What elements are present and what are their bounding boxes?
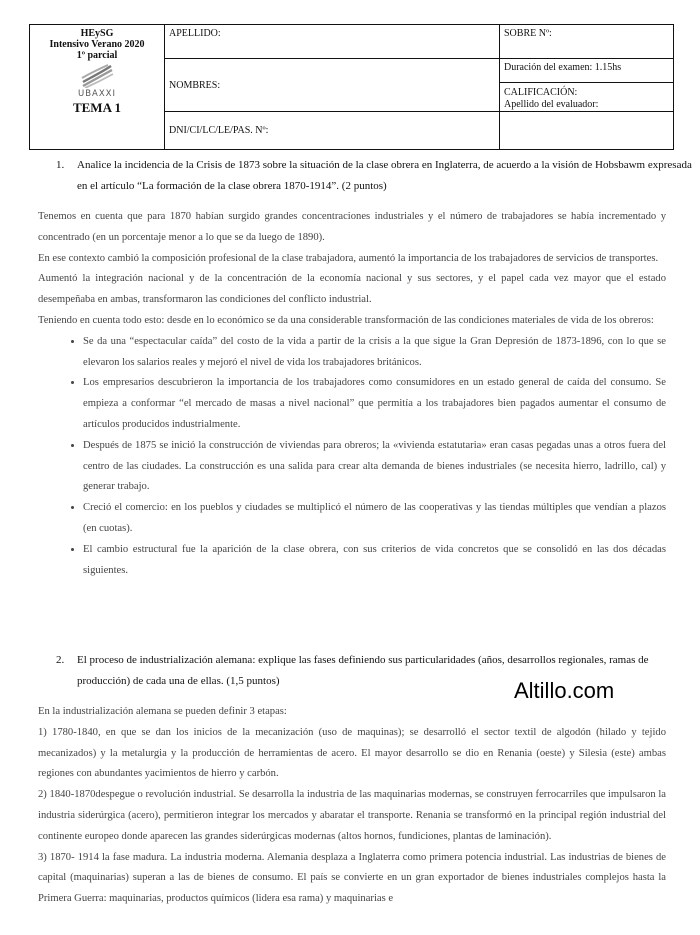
sobre-label: SOBRE Nº: <box>504 28 552 39</box>
nombres-label: NOMBRES: <box>169 79 221 91</box>
exam-header-table <box>29 24 674 150</box>
answer-1-bullet: • Después de 1875 se inició la construcción de viviendas para obreros; la «vivienda estatutaria» eran casas pegadas unas a otros fuera del centro de las ciudades. La construcción es una salida para crear alta demanda de bienes industriales (se necesita hierro, ladrillo, cal) y generar trabajo. <box>83 436 666 498</box>
apellido-cell[interactable] <box>165 25 500 59</box>
answer-1-paragraph: Teniendo en cuenta todo esto: desde en lo económico se da una considerable transformación de las condiciones materiales de vida de los obreros: <box>38 314 654 326</box>
evaluador-label: Apellido del evaluador: <box>504 99 599 110</box>
answer-1-bullet: • Se da una “espectacular caída” del costo de la vida a partir de la crisis a la que sigue la Gran Depresión de 1873-1896, con lo que se elevaron los salarios reales y mejoró el nivel de vida los trabajadores británicos. <box>83 332 666 374</box>
answer-1-bullet: • Los empresarios descubrieron la importancia de los trabajadores como consumidores en un estado general de caída del consumo. Se empieza a conformar “el mercado de masas a nivel nacional” que permitía a los trabajadores bien pagados aumentar el consumo de artículos producidos industrialmente. <box>83 373 666 435</box>
answer-2-paragraph: 3) 1870- 1914 la fase madura. La industria moderna. Alemania desplaza a Inglaterra como primera potencia industrial. Las industrias de bienes de capital (maquinarias) superan a las de bienes de consumo. El país se convierte en un gran exportador de bienes industriales complejos hasta la Primera Guerra: maquinarias, productos químicos (lidera esa rama) y maquinarias e <box>38 851 666 905</box>
question-2-text: El proceso de industrialización alemana: explique las fases definiendo sus particularidades (años, desarrollos regionales, ramas de producción) de cada una de ellas. (1,5 puntos) <box>77 654 649 687</box>
answer-2-paragraph: 1) 1780-1840, en que se dan los inicios de la mecanización (uso de maquinas); se desarrolló el sector textil de algodón (hilado y tejido mecanizados) y la metalurgia y la producción de herramientas de acero. El mayor desarrollo se dio en Renania (oeste) y Silesia (este) ambas regiones con abundantes yacimientos de hierro y carbón. <box>38 726 666 780</box>
answer-2-paragraph: En la industrialización alemana se pueden definir 3 etapas: <box>38 706 287 717</box>
ubaxxi-logo-icon <box>80 64 114 88</box>
dni-label: DNI/CI/LC/LE/PAS. Nº: <box>169 125 269 136</box>
dni-cell[interactable] <box>165 112 500 150</box>
school-line-1: HEySG <box>80 28 114 39</box>
school-line-3: 1º parcial <box>76 50 118 61</box>
answer-1-paragraph: En ese contexto cambió la composición profesional de la clase trabajadora, aumentó la importancia de los trabajadores de servicios de transportes. <box>38 252 659 264</box>
altillo-watermark: Altillo.com <box>514 678 615 703</box>
sobre-cell[interactable] <box>500 25 674 59</box>
duracion-calificacion-cell <box>500 59 674 112</box>
question-2-number: 2. <box>56 654 65 666</box>
answer-1-bullet: • Creció el comercio: en los pueblos y ciudades se multiplicó el número de las cooperativas y las tiendas múltiples que vendían a plazos (en cuotas). <box>83 498 666 540</box>
answer-1 <box>38 207 666 581</box>
answer-1-paragraph: Tenemos en cuenta que para 1870 habían surgido grandes concentraciones industriales y el número de trabajadores se había incrementado y concentrado (en un porcentaje menor a lo que se da luego de 1890). <box>38 211 666 243</box>
duracion-label: Duración del examen: 1.15hs <box>504 62 622 73</box>
answer-1-paragraph: Aumentó la integración nacional y de la concentración de la economía nacional y sus sectores, y el papel cada vez mayor que el estado desempeñaba en ambas, transformaron las condiciones del conflicto industrial. <box>38 273 666 306</box>
school-line-2: Intensivo Verano 2020 <box>49 39 145 50</box>
question-1-number: 1. <box>56 159 65 171</box>
nombres-cell[interactable] <box>165 59 500 112</box>
school-cell <box>30 25 165 150</box>
tema-label: TEMA 1 <box>72 100 122 115</box>
answer-2 <box>38 702 666 910</box>
evaluador-space-cell[interactable] <box>500 112 674 150</box>
answer-1-bullet-list <box>38 332 666 582</box>
answer-2-paragraph: 2) 1840-1870despegue o revolución industrial. Se desarrolla la industria de las maquinarias modernas, se construyen ferrocarriles que impulsaron la industria siderúrgica (acero), permitieron integrar los mercados y abaratar el transporte. Renania se transformó en la principal región industrial del continente europeo donde aparecen las grandes siderúrgicas modernas (altos hornos, fundiciones, plantas de laminación). <box>38 789 666 842</box>
question-1-text: Analice la incidencia de la Crisis de 1873 sobre la situación de la clase obrera en Inglaterra, de acuerdo a la visión de Hobsbawm expresada en el artículo “La formación de la clase obrera 1870-1914”. (2 puntos) <box>77 159 692 192</box>
apellido-label: APELLIDO: <box>169 28 221 39</box>
calificacion-label: CALIFICACIÓN: <box>504 87 578 98</box>
logo-text: UBAXXI <box>77 89 117 99</box>
question-1 <box>56 155 700 197</box>
answer-1-bullet: • El cambio estructural fue la aparición de la clase obrera, con sus criterios de vida concretos que se consolidó en las dos décadas siguientes. <box>83 540 666 582</box>
